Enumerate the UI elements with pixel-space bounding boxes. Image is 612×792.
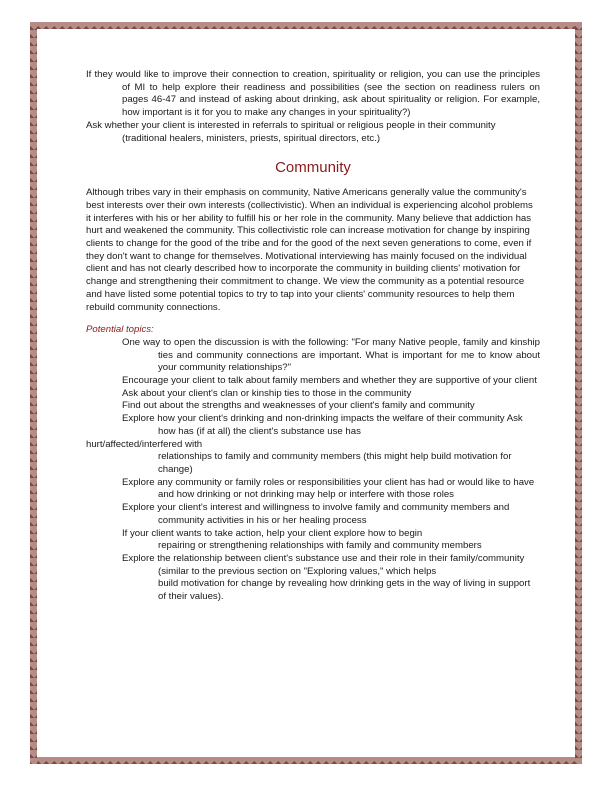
topics-label: Potential topics: — [86, 324, 154, 336]
topic-item-relationship-cont: build motivation for change by revealing how drinking gets in the way of living in support of their values). — [158, 578, 531, 603]
topic-item-take-action: If your client wants to take action, help your client explore how to begin — [122, 527, 423, 539]
topic-item-involve-family-cont: community activities in his or her healing process — [158, 514, 367, 526]
topic-item-take-action-cont: repairing or strengthening relationships with family and community members — [158, 540, 482, 552]
bottom-border — [30, 757, 582, 764]
section-paragraph: Although tribes vary in their emphasis on community, Native Americans generally value the community's best interests over their own interests (collectivistic). When an individual is experiencing alcohol problems it interferes with his or her ability to fulfill his or her role in the community. Many believe that addiction has hurt and weakened the community. This collectivistic role can increase motivation for change by inspiring clients to change for the good of the tribe and for the good of the next seven generations to come, even if they don't want to change for themselves. Motivational interviewing has mainly focused on the individual client and has not clearly described how to incorporate the community in building clients' motivation for change and strengthening their commitment to change. We view the community as a potential resource and have listed some potential topics to try to tap into your clients' community resources to help them rebuild community connections. — [86, 187, 533, 313]
intro-item-spirituality: If they would like to improve their connection to creation, spirituality or religion, you can use the principles of MI to help explore their readiness and possibilities (see the section on readiness rulers on pages 46-47 and instead of asking about drinking, ask about spirituality or religion. For example, how important is it for you to make any changes in your spirituality?) — [86, 69, 540, 119]
left-border — [30, 22, 37, 764]
topic-item-drinking-impact-cont: hurt/affected/interfered with — [86, 438, 203, 450]
top-border — [30, 22, 582, 29]
topic-item-open-discussion: One way to open the discussion is with the following: "For many Native people, family and kinship ties and community connections are important. What is important for me to know about your community relationships?" — [122, 336, 540, 374]
topic-item-drinking-impact-cont2: relationships to family and community members (this might help build motivation for change) — [158, 451, 512, 475]
topic-item-clan-ties: Ask about your client's clan or kinship ties to those in the community — [122, 387, 412, 399]
topic-item-family-members: Encourage your client to talk about family members and whether they are supportive of your client — [122, 375, 537, 387]
intro-item-referrals: Ask whether your client is interested in referrals to spiritual or religious people in their community (traditional healers, ministers, priests, spiritual directors, etc.) — [86, 119, 496, 144]
topic-item-relationship: Explore the relationship between client's substance use and their role in their family/community (similar to the previous section on "Exploring values," which helps — [122, 552, 525, 577]
topic-item-involve-family: Explore your client's interest and willingness to involve family and community members and — [122, 502, 510, 514]
document-body — [86, 69, 540, 604]
topic-item-roles: Explore any community or family roles or responsibilities your client has had or would like to have and how drinking or not drinking may help or interfere with those roles — [122, 476, 535, 501]
topic-item-strengths: Find out about the strengths and weaknesses of your client's family and community — [122, 400, 475, 412]
topic-item-drinking-impact: Explore how your client's drinking and non-drinking impacts the welfare of their community Ask how has (if at all) the client's substance use has — [122, 413, 523, 437]
section-heading: Community — [275, 159, 351, 177]
right-border — [575, 22, 582, 764]
